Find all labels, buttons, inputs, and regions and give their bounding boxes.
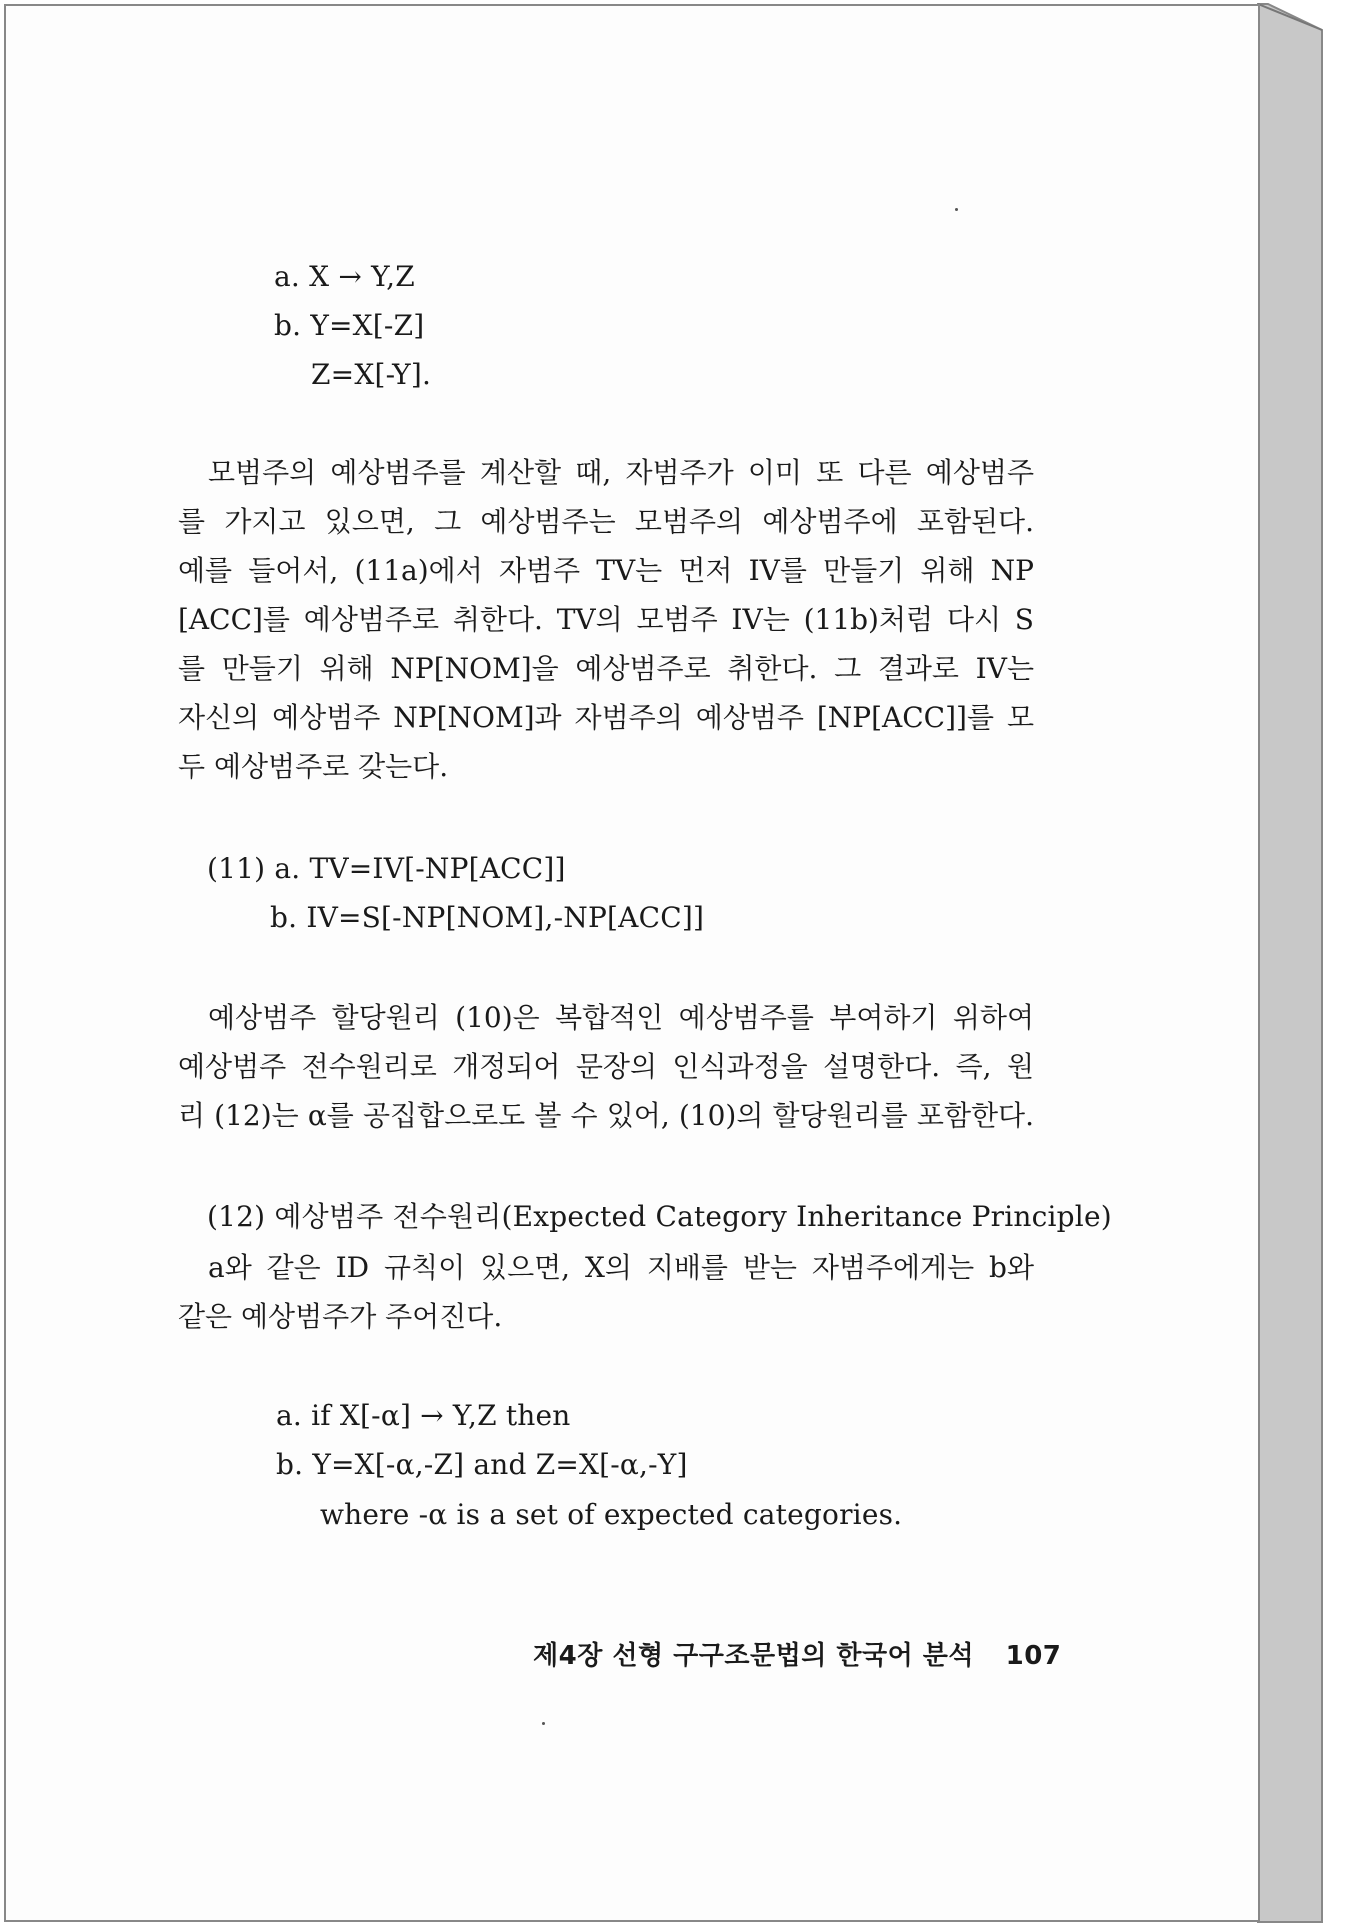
page-number: 107 xyxy=(1005,1641,1062,1671)
formula-2-a: a. if X[-α] → Y,Z then xyxy=(276,1399,571,1432)
example-11-a: (11) a. TV=IV[-NP[ACC]] xyxy=(207,852,566,885)
principle-12-title: (12) 예상범주 전수원리(Expected Category Inheritance Principle) xyxy=(207,1200,1112,1233)
example-11-b: b. IV=S[-NP[NOM],-NP[ACC]] xyxy=(270,901,705,934)
formula-2-where: where -α is a set of expected categories. xyxy=(320,1498,903,1531)
paragraph-1 xyxy=(178,448,1034,791)
formula-2-b: b. Y=X[-α,-Z] and Z=X[-α,-Y] xyxy=(276,1448,688,1481)
paragraph-line: 자신의 예상범주 NP[NOM]과 자범주의 예상범주 [NP[ACC]]를 모 xyxy=(178,701,1034,734)
paragraph-line: [ACC]를 예상범주로 취한다. TV의 모범주 IV는 (11b)처럼 다시 S xyxy=(178,603,1034,636)
book-side-edge xyxy=(1258,4,1322,1922)
chapter-title: 제4장 선형 구구조문법의 한국어 분석 xyxy=(533,1641,975,1671)
scan-speck xyxy=(542,1722,545,1725)
paragraph-line: 예상범주 전수원리로 개정되어 문장의 인식과정을 설명한다. 즉, 원 xyxy=(178,1050,1034,1083)
paragraph-line: 모범주의 예상범주를 계산할 때, 자범주가 이미 또 다른 예상범주 xyxy=(208,456,1034,489)
paragraph-line: 예상범주 할당원리 (10)은 복합적인 예상범주를 부여하기 위하여 xyxy=(208,1001,1034,1034)
paragraph-line: 를 만들기 위해 NP[NOM]을 예상범주로 취한다. 그 결과로 IV는 xyxy=(178,652,1034,685)
paragraph-line: 예를 들어서, (11a)에서 자범주 TV는 먼저 IV를 만들기 위해 NP xyxy=(178,554,1034,587)
page-footer xyxy=(533,1635,1061,1672)
principle-12-body xyxy=(178,1243,1034,1341)
paragraph-2 xyxy=(178,993,1034,1140)
paragraph-line: 두 예상범주로 갖는다. xyxy=(178,750,449,783)
paragraph-line: 를 가지고 있으면, 그 예상범주는 모범주의 예상범주에 포함된다. xyxy=(178,505,1034,538)
formula-b-continued: Z=X[-Y]. xyxy=(311,358,432,391)
paragraph-line: 리 (12)는 α를 공집합으로도 볼 수 있어, (10)의 할당원리를 포함한다. xyxy=(178,1099,1034,1132)
scan-speck xyxy=(955,208,958,211)
formula-a: a. X → Y,Z xyxy=(274,260,415,293)
paragraph-line: 같은 예상범주가 주어진다. xyxy=(178,1300,503,1333)
paragraph-line: a와 같은 ID 규칙이 있으면, X의 지배를 받는 자범주에게는 b와 xyxy=(208,1251,1034,1284)
formula-b: b. Y=X[-Z] xyxy=(274,309,425,342)
